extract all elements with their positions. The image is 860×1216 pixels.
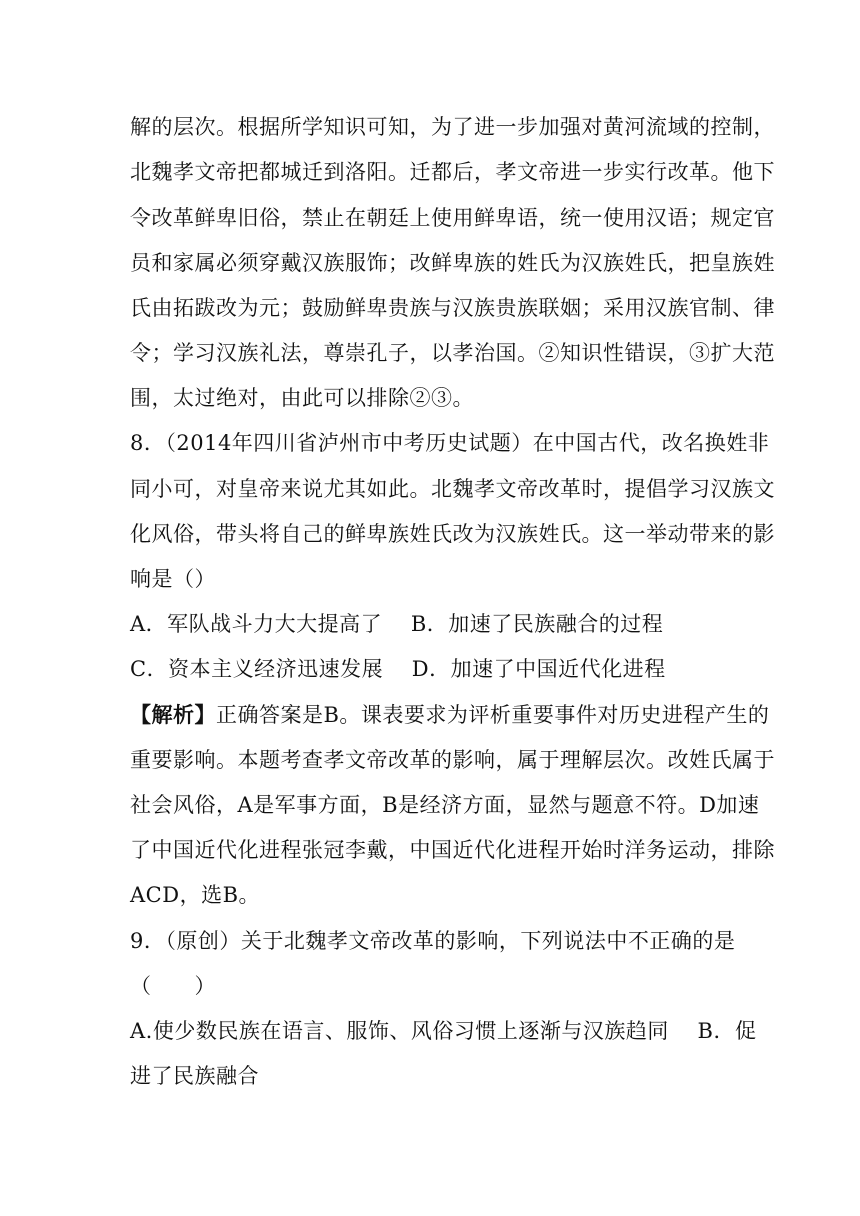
text-line: 围，太过绝对，由此可以排除②③。	[130, 386, 474, 410]
text-line: 响是（）	[130, 567, 216, 591]
text-line: 解的层次。根据所学知识可知，为了进一步加强对黄河流域的控制，	[130, 115, 775, 139]
text-line: 同小可，对皇帝来说尤其如此。北魏孝文帝改革时，提倡学习汉族文	[130, 477, 775, 501]
text-line: 北魏孝文帝把都城迁到洛阳。迁都后，孝文帝进一步实行改革。他下	[130, 160, 775, 184]
question-9-stem: 9．（原创）关于北魏孝文帝改革的影响，下列说法中不正确的是	[130, 929, 736, 953]
analysis-line	[130, 700, 769, 730]
text-line: 了中国近代化进程张冠李戴，中国近代化进程开始时洋务运动，排除	[130, 838, 775, 862]
text-line: 重要影响。本题考查孝文帝改革的影响，属于理解层次。改姓氏属于	[130, 748, 775, 772]
question-8-stem: 8．（2014年四川省泸州市中考历史试题）在中国古代，改名换姓非	[130, 431, 770, 455]
text-line: 令；学习汉族礼法，尊崇孔子，以孝治国。②知识性错误，③扩大范	[130, 341, 775, 365]
question-9-option-a: A.使少数民族在语言、服饰、风俗习惯上逐渐与汉族趋同 B．促	[130, 1019, 757, 1043]
text-line: 员和家属必须穿戴汉族服饰；改鲜卑族的姓氏为汉族姓氏，把皇族姓	[130, 251, 775, 275]
question-8-options-ab: A．军队战斗力大大提高了 B．加速了民族融合的过程	[130, 612, 664, 636]
question-8-options-cd: C．资本主义经济迅速发展 D．加速了中国近代化进程	[130, 657, 666, 681]
text-line: 氏由拓跋改为元；鼓励鲜卑贵族与汉族贵族联姻；采用汉族官制、律	[130, 296, 775, 320]
analysis-text: 正确答案是B。课表要求为评析重要事件对历史进程产生的	[216, 703, 770, 727]
text-line: 令改革鲜卑旧俗，禁止在朝廷上使用鲜卑语，统一使用汉语；规定官	[130, 206, 775, 230]
answer-blank: （ ）	[130, 974, 216, 998]
text-line: ACD，选B。	[130, 883, 261, 907]
analysis-tag: 【解析】	[130, 702, 216, 727]
text-line: 社会风俗，A是军事方面，B是经济方面，显然与题意不符。D加速	[130, 793, 760, 817]
text-line: 化风俗，带头将自己的鲜卑族姓氏改为汉族姓氏。这一举动带来的影	[130, 522, 775, 546]
text-line: 进了民族融合	[130, 1064, 259, 1088]
